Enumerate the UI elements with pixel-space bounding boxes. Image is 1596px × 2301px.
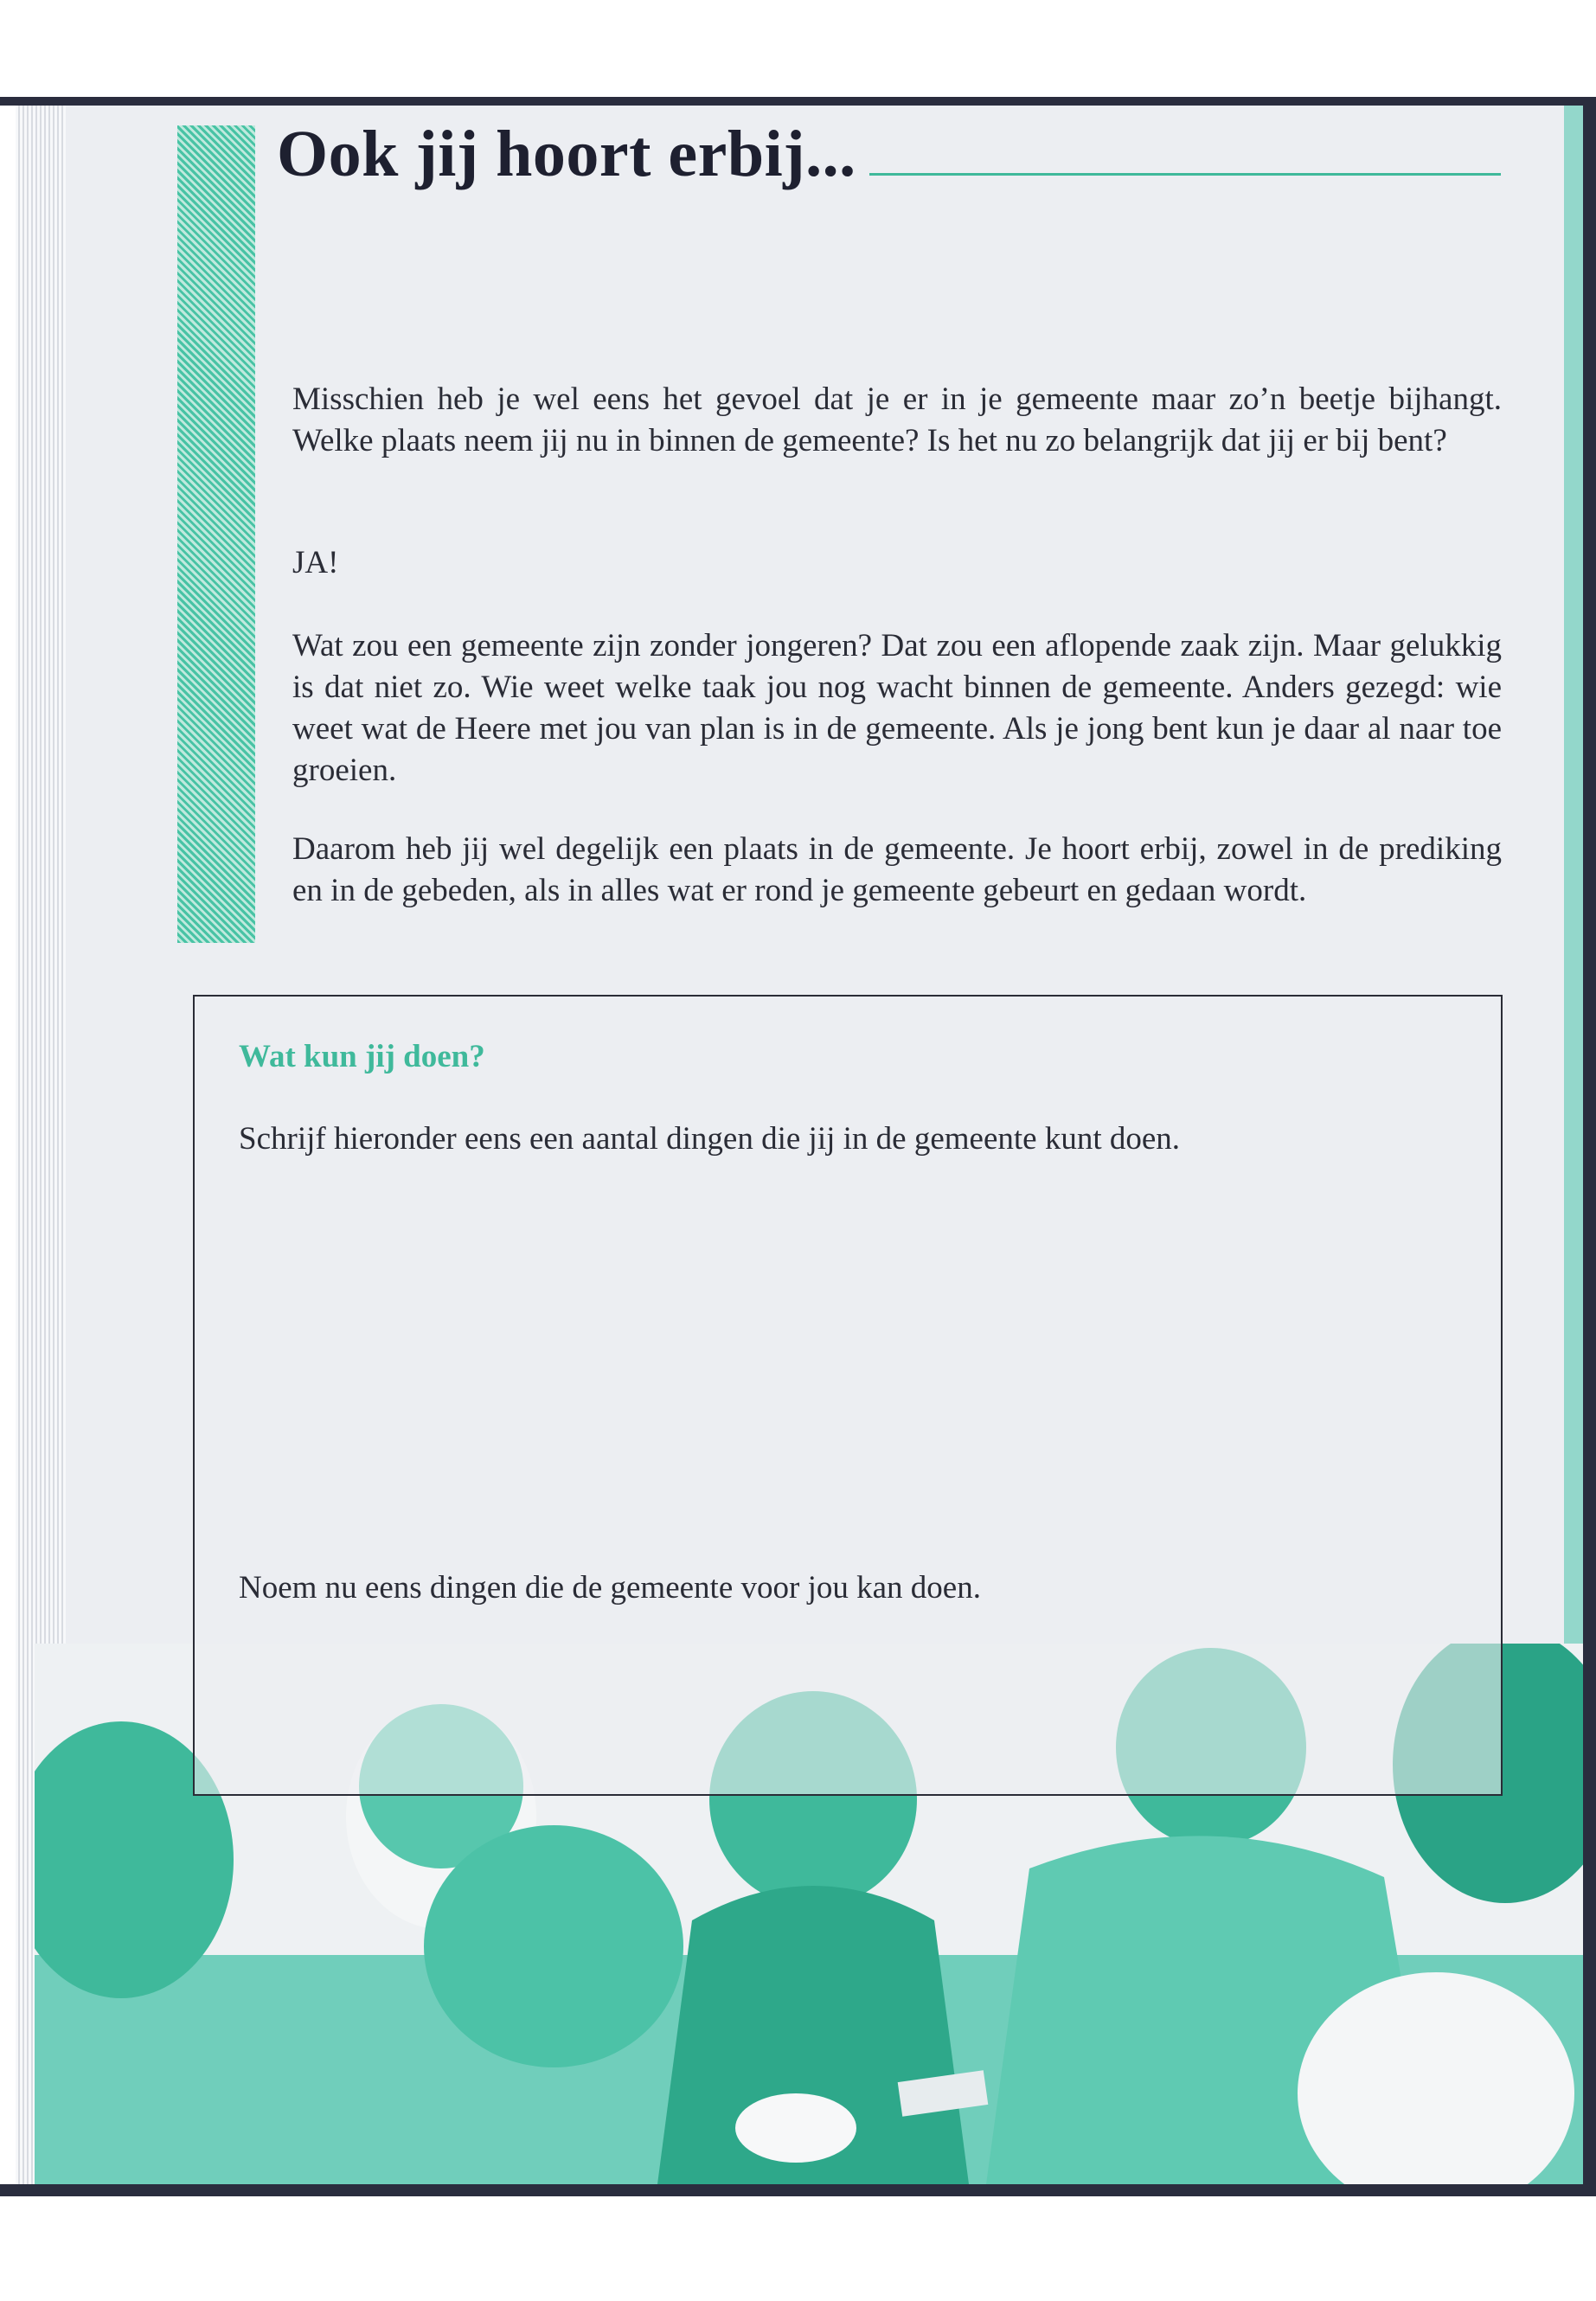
decorative-stripe bbox=[177, 125, 255, 943]
book-binding-bottom bbox=[0, 2184, 1596, 2196]
book-binding-right bbox=[1583, 97, 1596, 2196]
title-underline bbox=[869, 173, 1501, 176]
activity-box bbox=[193, 995, 1503, 1796]
paragraph-ja: JA! bbox=[292, 545, 339, 580]
paragraph-place: Daarom heb jij wel degelijk een plaats in de gemeente. Je hoort erbij, zowel in de prediking en in de gebeden, als in alles wat er rond je gemeente gebeurt en gedaan wordt. bbox=[292, 831, 1502, 908]
activity-heading: Wat kun jij doen? bbox=[239, 1039, 485, 1074]
activity-prompt-1: Schrijf hieronder eens een aantal dingen die jij in de gemeente kunt doen. bbox=[239, 1121, 1181, 1157]
paragraph-intro: Misschien heb je wel eens het gevoel dat je er in je gemeente maar zo’n beetje bijhangt. Welke plaats neem jij nu in binnen de gemeente? Is het nu zo belangrijk dat jij er bij bent? bbox=[292, 381, 1502, 458]
paragraph-young-people: Wat zou een gemeente zijn zonder jongeren? Dat zou een aflopende zaak zijn. Maar gelukkig is dat niet zo. Wie weet welke taak jou nog wacht binnen de gemeente. Anders gezegd: wie weet wat de Heere met jou van plan is in de gemeente. Als je jong bent kun je daar al naar toe groeien. bbox=[292, 628, 1502, 788]
book-binding-top bbox=[0, 97, 1596, 106]
page-title: Ook jij hoort erbij... bbox=[277, 118, 856, 190]
activity-prompt-2: Noem nu eens dingen die de gemeente voor jou kan doen. bbox=[239, 1570, 981, 1606]
